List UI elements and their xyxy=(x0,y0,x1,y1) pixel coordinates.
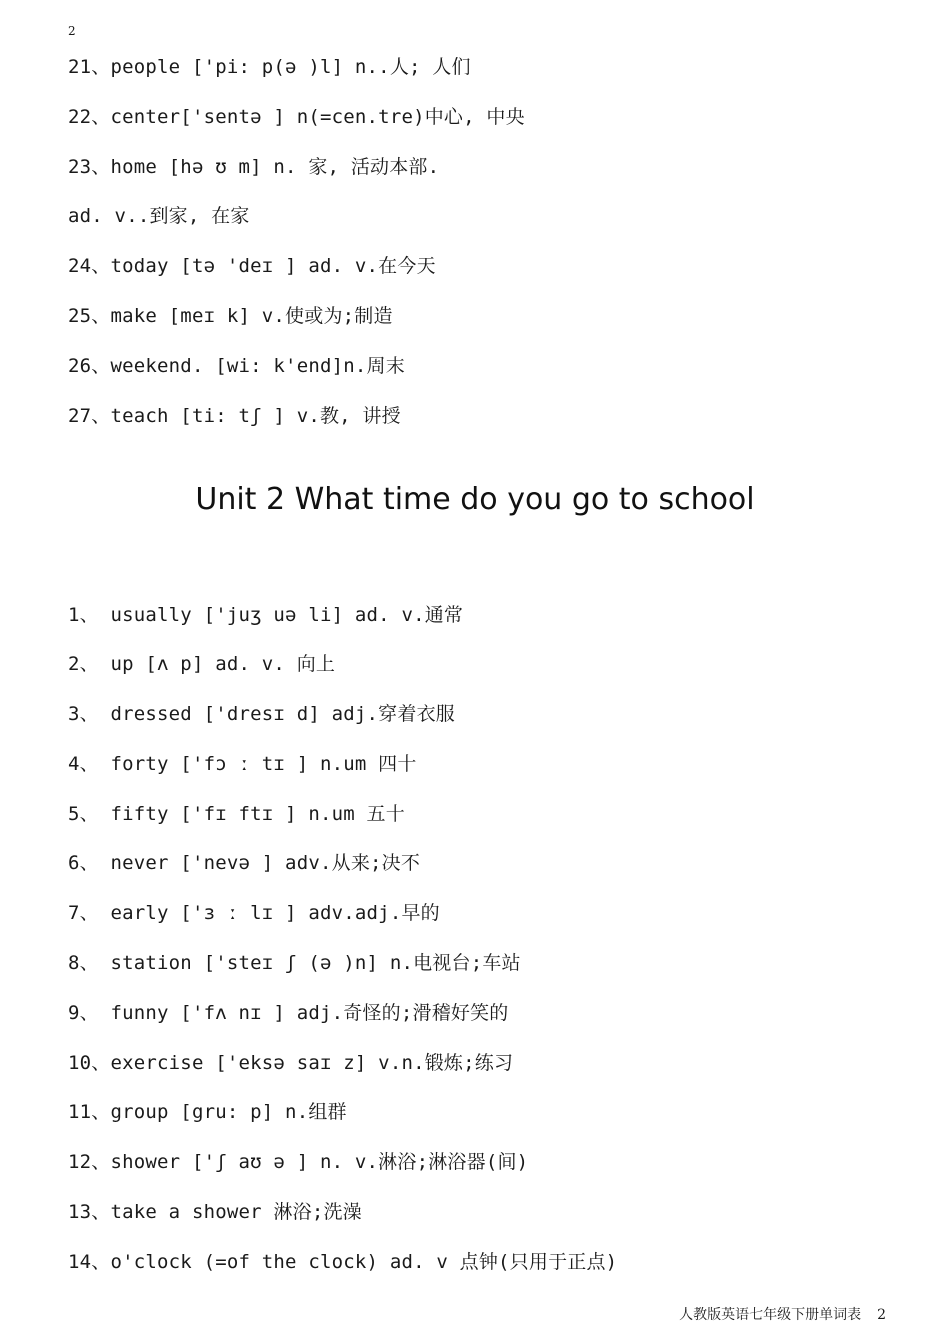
vocab-entry: 26、weekend. [wi: k'end]n.周末 xyxy=(68,355,405,377)
vocab-entry: 27、teach [ti: tʃ ] v.教, 讲授 xyxy=(68,405,401,427)
vocab-entry: 8、 station ['steɪ ʃ (ə )n] n.电视台;车站 xyxy=(68,952,521,974)
vocab-entry: 14、o'clock (=of the clock) ad. v 点钟(只用于正点) xyxy=(68,1251,618,1273)
vocab-entry: 7、 early ['ɜ ː lɪ ] adv.adj.早的 xyxy=(68,902,440,924)
vocab-entry: 23、home [hə ʊ m] n. 家, 活动本部. xyxy=(68,156,440,178)
vocab-entry: 25、make [meɪ k] v.使或为;制造 xyxy=(68,305,393,327)
page-footer xyxy=(679,1304,886,1324)
vocab-entry: 22、center['sentə ] n(=cen.tre)中心, 中央 xyxy=(68,106,525,128)
vocab-entry: 3、 dressed ['dresɪ d] adj.穿着衣服 xyxy=(68,703,455,725)
vocab-entry: 2、 up [ʌ p] ad. v. 向上 xyxy=(68,653,336,675)
vocab-entry: 6、 never ['nevə ] adv.从来;决不 xyxy=(68,852,421,874)
vocab-entry: 12、shower ['ʃ aʊ ə ] n. v.淋浴;淋浴器(间) xyxy=(68,1151,529,1173)
unit-title: Unit 2 What time do you go to school xyxy=(195,482,755,517)
vocab-entry: 11、group [gru: p] n.组群 xyxy=(68,1101,347,1123)
vocab-entry: 21、people ['pi: p(ə )l] n..人; 人们 xyxy=(68,56,471,78)
vocab-entry: 4、 forty ['fɔ ː tɪ ] n.um 四十 xyxy=(68,753,417,775)
vocab-entry: 10、exercise ['eksə saɪ z] v.n.锻炼;练习 xyxy=(68,1052,514,1074)
vocab-entry: 5、 fifty ['fɪ ftɪ ] n.um 五十 xyxy=(68,803,405,825)
vocab-entry: 9、 funny ['fʌ nɪ ] adj.奇怪的;滑稽好笑的 xyxy=(68,1002,509,1024)
vocab-entry: 24、today [tə 'deɪ ] ad. v.在今天 xyxy=(68,255,436,277)
footer-page-number: 2 xyxy=(877,1307,886,1323)
vocab-entry: 13、take a shower 淋浴;洗澡 xyxy=(68,1201,362,1223)
page-number-top: 2 xyxy=(68,24,76,38)
vocab-entry: ad. v..到家, 在家 xyxy=(68,205,250,227)
footer-title: 人教版英语七年级下册单词表 xyxy=(679,1307,862,1323)
vocab-entry: 1、 usually ['juʒ uə li] ad. v.通常 xyxy=(68,604,464,626)
